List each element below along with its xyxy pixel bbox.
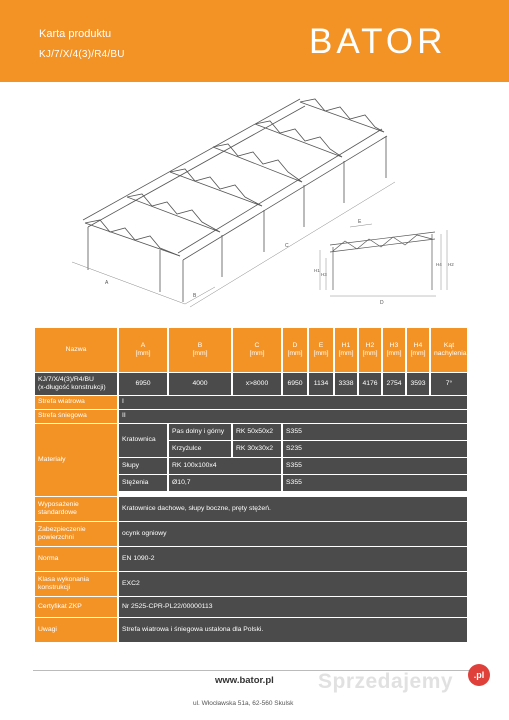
dim-label-d: D xyxy=(380,300,384,306)
value-execution-class: EXC2 xyxy=(119,572,467,596)
structure-drawing xyxy=(0,82,509,322)
header-h2: H2 [mm] xyxy=(359,328,381,372)
address-text: ul. Włocławska 51a, 62-560 Skulsk xyxy=(193,700,294,707)
dim-label-h4: H4 xyxy=(436,262,442,267)
value-e: 1134 xyxy=(309,373,333,395)
dim-label-h2: H2 xyxy=(448,262,454,267)
header-angle: Kąt nachylenia xyxy=(431,328,467,372)
website-link[interactable]: www.bator.pl xyxy=(215,675,274,686)
bator-logo: BATOR xyxy=(309,22,447,61)
material-diagonals-profile: RK 30x30x2 xyxy=(233,441,281,457)
material-chord: Pas dolny i górny xyxy=(169,424,231,440)
dim-label-b: B xyxy=(193,293,197,299)
header-d: D [mm] xyxy=(283,328,307,372)
header-b: B [mm] xyxy=(169,328,231,372)
dim-label-h3: H3 xyxy=(321,272,327,277)
header-c: C [mm] xyxy=(233,328,281,372)
material-chord-profile: RK 50x50x2 xyxy=(233,424,281,440)
table-row xyxy=(35,572,473,596)
value-a: 6950 xyxy=(119,373,167,395)
table-row xyxy=(35,497,473,521)
table-header-row xyxy=(35,328,473,372)
watermark-badge: .pl xyxy=(468,664,490,686)
material-columns: Słupy xyxy=(119,458,167,474)
material-columns-steel: S355 xyxy=(283,458,467,474)
value-equipment: Kratownice dachowe, słupy boczne, pręty stężeń. xyxy=(119,497,467,521)
label-notes: Uwagi xyxy=(35,618,117,642)
value-h1: 3338 xyxy=(335,373,357,395)
header-e: E [mm] xyxy=(309,328,333,372)
label-materials: Materiały xyxy=(35,424,117,496)
label-wind-zone: Strefa wiatrowa xyxy=(35,396,117,409)
value-h4: 3593 xyxy=(407,373,429,395)
table-row xyxy=(35,396,473,409)
material-bracing-steel: S355 xyxy=(283,475,467,491)
label-protection: Zabezpieczenie powierzchni xyxy=(35,522,117,546)
table-row xyxy=(35,373,473,395)
page-title: Karta produktu xyxy=(39,28,112,40)
spec-table xyxy=(33,327,475,643)
value-h2: 4176 xyxy=(359,373,381,395)
dim-label-h1: H1 xyxy=(314,268,320,273)
material-chord-steel: S355 xyxy=(283,424,467,440)
value-angle: 7° xyxy=(431,373,467,395)
label-certificate: Certyfikat ZKP xyxy=(35,597,117,617)
material-columns-profile: RK 100x100x4 xyxy=(169,458,281,474)
value-h3: 2754 xyxy=(383,373,405,395)
value-d: 6950 xyxy=(283,373,307,395)
header-band xyxy=(0,0,509,82)
material-bracing: Stężenia xyxy=(119,475,167,491)
header-h1: H1 [mm] xyxy=(335,328,357,372)
value-notes: Strefa wiatrowa i śniegowa ustalona dla Polski. xyxy=(119,618,467,642)
table-row xyxy=(35,410,473,423)
dim-label-e: E xyxy=(358,219,362,225)
table-row xyxy=(35,547,473,571)
value-snow-zone: II xyxy=(119,410,467,423)
value-c: x>8000 xyxy=(233,373,281,395)
label-snow-zone: Strefa śniegowa xyxy=(35,410,117,423)
table-row xyxy=(35,522,473,546)
dim-label-a: A xyxy=(105,280,109,286)
material-bracing-profile: Ø10,7 xyxy=(169,475,281,491)
header-name: Nazwa xyxy=(35,328,117,372)
value-wind-zone: I xyxy=(119,396,467,409)
label-equipment: Wyposażenie standardowe xyxy=(35,497,117,521)
product-code: KJ/7/X/4(3)/R4/BU xyxy=(39,49,125,60)
label-standard: Norma xyxy=(35,547,117,571)
material-truss: Kratownica xyxy=(119,424,167,457)
table-row xyxy=(35,618,473,642)
dim-label-c: C xyxy=(285,243,289,249)
value-b: 4000 xyxy=(169,373,231,395)
header-h3: H3 [mm] xyxy=(383,328,405,372)
value-certificate: Nr 2525-CPR-PL22/00000113 xyxy=(119,597,467,617)
table-row xyxy=(35,597,473,617)
table-row xyxy=(35,424,473,440)
product-name: KJ/7/X/4(3)/R4/BU (x-długość konstrukcji) xyxy=(35,373,117,395)
header-a: A [mm] xyxy=(119,328,167,372)
value-standard: EN 1090-2 xyxy=(119,547,467,571)
header-h4: H4 [mm] xyxy=(407,328,429,372)
watermark-text: Sprzedajemy xyxy=(318,670,454,693)
value-protection: ocynk ogniowy xyxy=(119,522,467,546)
label-execution-class: Klasa wykonania konstrukcji xyxy=(35,572,117,596)
material-diagonals: Krzyżulce xyxy=(169,441,231,457)
material-diagonals-steel: S235 xyxy=(283,441,467,457)
